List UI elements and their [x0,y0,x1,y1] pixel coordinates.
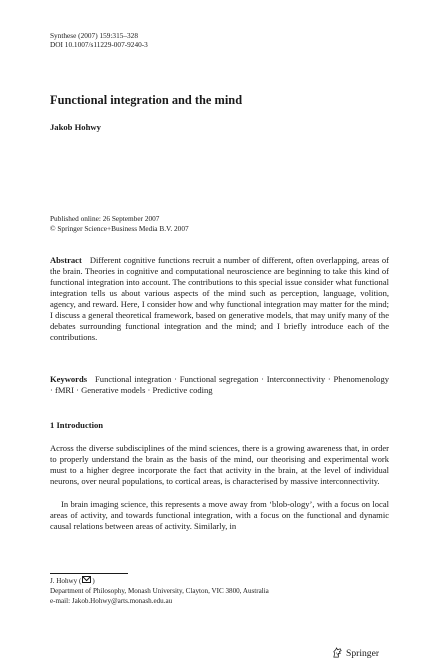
springer-horse-logo-icon [332,647,343,658]
doi: DOI 10.1007/s11229-007-9240-3 [50,40,148,50]
keywords-label: Keywords [50,374,88,384]
section-heading: 1 Introduction [50,420,104,430]
copyright-line: © Springer Science+Business Media B.V. 2007 [50,223,189,233]
publisher-name: Springer [346,648,380,659]
intro-paragraph-2: In brain imaging science, this represents a move away from ‘blob-ology’, with a focus on local areas of activity, and towards functional integration, with a focus on the functional and dynamic causal relations between areas of activity. Similarly, in [50,499,389,532]
footnote-author-close: ) [92,577,95,585]
publisher-mark [332,647,379,659]
keywords-text: Functional integration · Functional segregation · Interconnectivity · Phenomenology · fMRI · Generative models · Predictive coding [50,374,389,396]
footnote [50,576,269,607]
abstract [50,255,389,343]
footnote-affiliation: Department of Philosophy, Monash University, Clayton, VIC 3800, Australia [50,587,269,596]
abstract-label: Abstract [50,255,82,265]
journal-header [50,31,148,49]
keywords [50,374,389,396]
footnote-author [50,576,269,586]
published-date: Published online: 26 September 2007 [50,214,160,223]
footnote-divider [50,573,128,574]
journal-citation: Synthese (2007) 159:315–328 [50,31,138,40]
publication-info [50,214,189,233]
footnote-email[interactable]: e-mail: Jakob.Hohwy@arts.monash.edu.au [50,597,173,606]
footnote-author-name: J. Hohwy ( [50,577,82,585]
envelope-icon [82,576,91,583]
article-title: Functional integration and the mind [50,93,243,107]
abstract-text: Different cognitive functions recruit a number of different, often overlapping, areas of the brain. Theories in cognitive and computational neuroscience are beginning to take this kind of functional integration into account. The contributions to this special issue consider what functional integration tells us about various aspects of the mind such as perception, language, volition, agency, and reward. Here, I consider how and why functional integration may matter for the mind; I discuss a general theoretical framework, based on generative models, that may unify many of the debates surrounding functional integration and the mind; and I briefly introduce each of the contributions. [50,255,389,343]
intro-paragraph-1: Across the diverse subdisciplines of the mind sciences, there is a growing awareness that, in order to properly understand the brain as the basis of the mind, our theorising and experimental work must to a higher degree incorporate the fact that activity in the brain, at the level of individual neurons, over neural populations, to cortical areas, is characterised by massive interconnectivity. [50,443,389,487]
author-name: Jakob Hohwy [50,122,101,132]
